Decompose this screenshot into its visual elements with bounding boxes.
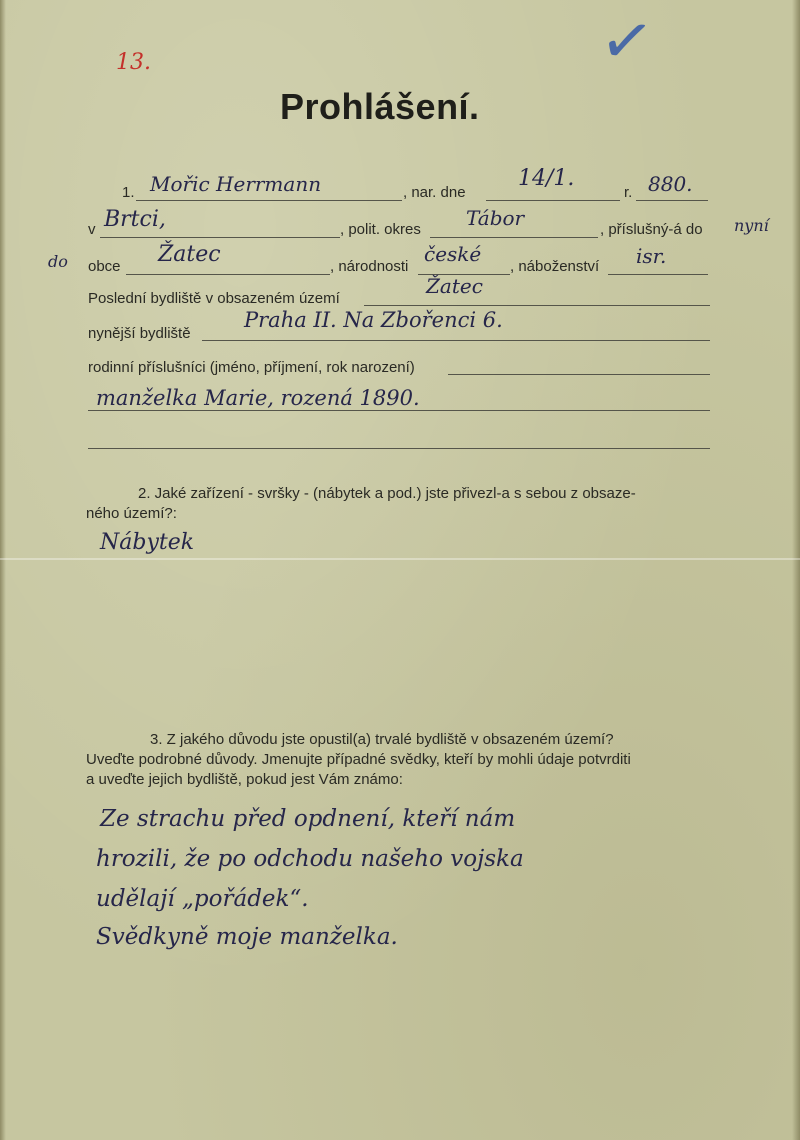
paper-edge-left	[0, 0, 6, 1140]
section3-answer-line4: Svědkyně moje manželka.	[96, 924, 398, 950]
section3-answer-line3: udělají „pořádek“.	[96, 886, 309, 912]
family-underline-2	[88, 410, 710, 411]
born-underline	[486, 200, 620, 201]
section3-question-line2: Uveďte podrobné důvody. Jmenujte případné svědky, kteří by mohli údaje potvrditi	[86, 751, 631, 768]
section3-question-line3: a uveďte jejich bydliště, pokud jest Vám známo:	[86, 771, 403, 788]
nationality-label: , národnosti	[330, 258, 409, 275]
nationality-value: české	[424, 242, 482, 266]
belonging-label: , příslušný-á do	[600, 221, 703, 238]
margin-note-right: nyní	[734, 216, 769, 235]
family-value: manželka Marie, rozená 1890.	[96, 386, 420, 410]
year-underline	[636, 200, 708, 201]
section2-question-line1: 2. Jaké zařízení - svršky - (nábytek a pod.) jste přivezl-a s sebou z obsaze-	[138, 485, 636, 502]
page-number: 13.	[116, 50, 151, 75]
municipality-underline	[126, 274, 330, 275]
last-residence-label: Poslední bydliště v obsazeném území	[88, 290, 340, 307]
paper-fold	[0, 558, 800, 560]
last-residence-value: Žatec	[426, 274, 483, 298]
municipality-value: Žatec	[158, 242, 221, 267]
current-residence-value: Praha II. Na Zbořenci 6.	[244, 308, 503, 332]
born-label: , nar. dne	[403, 184, 466, 201]
paper-edge-right	[792, 0, 800, 1140]
current-residence-label: nynější bydliště	[88, 325, 191, 342]
born-value: 14/1.	[518, 166, 575, 191]
municipality-label: obce	[88, 258, 121, 275]
name-value: Mořic Herrmann	[150, 172, 322, 196]
year-value: 880.	[648, 172, 693, 196]
check-mark-icon: ✓	[595, 1, 659, 81]
section3-question-line1: 3. Z jakého důvodu jste opustil(a) trvalé bydliště v obsazeném území?	[150, 731, 614, 748]
place-prefix: v	[88, 221, 96, 238]
current-residence-underline	[202, 340, 710, 341]
place-value: Brtci,	[104, 207, 166, 232]
religion-label: , náboženství	[510, 258, 600, 275]
section3-answer-line1: Ze strachu před opdnení, kteří nám	[100, 806, 516, 832]
section1-number: 1.	[122, 184, 135, 201]
family-underline	[448, 374, 710, 375]
page-title: Prohlášení.	[280, 86, 480, 127]
section3-answer-line2: hrozili, že po odchodu našeho vojska	[96, 846, 524, 872]
year-label: r.	[624, 184, 633, 201]
family-underline-3	[88, 448, 710, 449]
place-underline	[100, 237, 340, 238]
district-underline	[430, 237, 598, 238]
district-label: , polit. okres	[340, 221, 421, 238]
last-residence-underline	[364, 305, 710, 306]
religion-value: isr.	[636, 244, 667, 268]
religion-underline	[608, 274, 708, 275]
section2-answer: Nábytek	[100, 530, 195, 555]
margin-note-left: do	[48, 252, 68, 271]
district-value: Tábor	[466, 206, 525, 230]
family-label: rodinní příslušníci (jméno, příjmení, rok narození)	[88, 359, 415, 376]
name-underline	[136, 200, 402, 201]
section2-question-line2: ného území?:	[86, 505, 177, 522]
